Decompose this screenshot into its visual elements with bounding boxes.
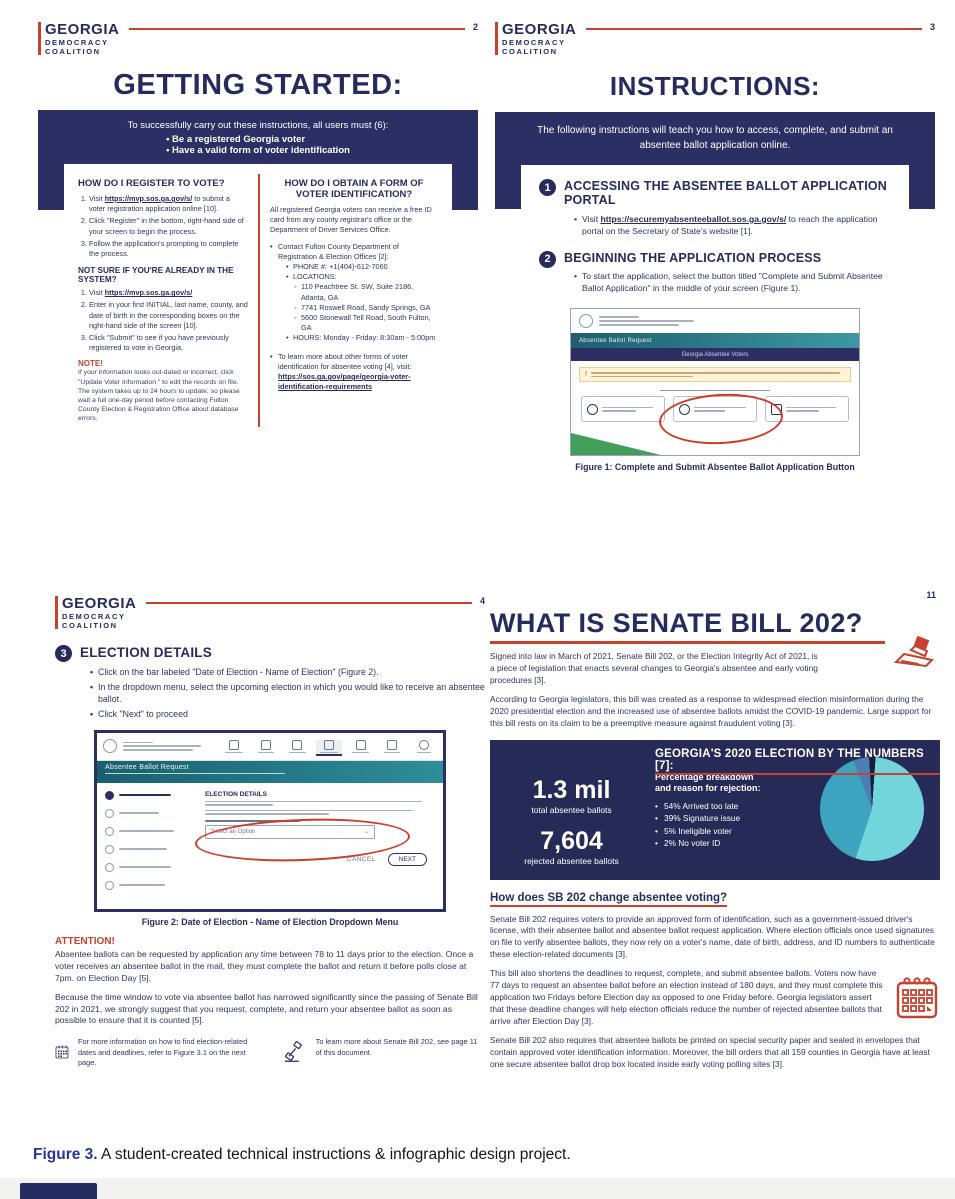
step-3-title: ELECTION DETAILS [80, 645, 212, 660]
gavel-note [283, 1037, 485, 1068]
page3-number: 3 [929, 22, 935, 32]
statbox-heading-wrap [655, 748, 940, 775]
learn-more-item [270, 352, 438, 393]
step-1-number: 1 [539, 179, 556, 196]
locations-label: • LOCATIONS: [286, 272, 438, 282]
page3-title: INSTRUCTIONS: [609, 71, 821, 101]
voter-id-list [270, 242, 438, 393]
attention-paragraph-2: Because the time window to vote via absentee ballot has narrowed significantly since the passing of Senate Bill 202 in 2021, we strongly suggest that you request, complete, and return your absentee ballot as soon as possible to ensure that it is counted [5]. [55, 991, 478, 1026]
sidebar-step [105, 827, 201, 836]
register-column [68, 174, 258, 427]
header-rule [129, 28, 465, 30]
stamp-icon [888, 634, 940, 674]
step-text: to submit a voter registration application online [10]. [89, 194, 230, 214]
radio-icon [105, 827, 114, 836]
page-11-senate-bill-202 [490, 590, 940, 1146]
figure2-caption: Figure 2: Date of Election - Name of Election Dropdown Menu [141, 916, 399, 927]
next-button: NEXT [388, 853, 427, 866]
radio-icon [105, 863, 114, 872]
nav-icon [253, 740, 279, 753]
radio-filled-icon [105, 791, 114, 800]
page2-card [64, 164, 452, 435]
nav-icon [348, 740, 374, 753]
contact-text: Contact Fulton County Department of Registration & Election Offices [2]: [278, 241, 399, 261]
step-1 [539, 179, 891, 241]
figure2-request-title: Absentee Ballot Request [105, 763, 189, 771]
sidebar-step [105, 845, 201, 854]
red-calendar-icon [894, 975, 940, 1021]
warning-text-lines [591, 370, 845, 379]
banner-bullet: • Be a registered Georgia voter [166, 134, 350, 145]
radio-icon [105, 809, 114, 818]
header-rule [146, 602, 472, 604]
page4-number: 4 [479, 596, 485, 606]
figure2-screenshot [94, 730, 446, 912]
next-figure-partial-banner [20, 1183, 97, 1199]
page2-number: 2 [472, 22, 478, 32]
sb202-change-paragraph-1: Senate Bill 202 requires voters to provide an approved form of identification, such as a government-issued driver's license, with their absentee ballot and absentee ballot request application. Where election officials once used signatures on file to verify absentee ballots, they now rely on a voter's name, date of birth, address, and ID numbers to authenticate these election-related documents [3]. [490, 913, 935, 960]
georgia-democracy-coalition-logo [38, 22, 119, 55]
step-text: Visit [89, 288, 105, 298]
figure3-caption-text: A student-created technical instructions & infographic design project. [97, 1146, 571, 1163]
sb202-paragraph-1: Signed into law in March of 2021, Senate Bill 202, or the Election Integrity Act of 2021, is a piece of legislation that enacts several changes to Georgia's absentee and early voting procedures [3]. [490, 651, 818, 685]
figure2-section-heading: ELECTION DETAILS [205, 790, 267, 798]
list-item: 3. Follow the application's prompting to complete the process. [89, 239, 248, 259]
gavel-note-text: To learn more about Senate Bill 202, see page 11 of this document. [315, 1037, 478, 1057]
note-text: If your information looks out-dated or incorrect, click "Update Voter Information " to edit the records on file. The system takes up to 24 hours to update, so please wait a full one-day period before contacting Fulton County Election & Registration Office about database errors. [78, 369, 240, 423]
breakdown-item: • 39% Signature issue [655, 812, 812, 824]
page11-title: WHAT IS SENATE BILL 202? [490, 608, 885, 644]
location-item: ◦ 7741 Roswell Road, Sandy Springs, GA [294, 303, 438, 313]
list-item: 2. Click "Register" in the bottom, right-hand side of your screen to begin the process. [89, 216, 248, 236]
georgia-democracy-coalition-logo [55, 596, 136, 629]
register-heading: HOW DO I REGISTER TO VOTE? [78, 178, 225, 189]
breakdown-item: • 54% Arrived too late [655, 800, 812, 812]
card-text-lines [786, 405, 843, 414]
location-item: ◦ 110 Peachtree St. SW, Suite 2186, Atlanta, GA [294, 282, 438, 302]
page2-header [38, 22, 478, 55]
step-1-title: ACCESSING THE ABSENTEE BALLOT APPLICATION PORTAL [564, 179, 888, 208]
election-numbers-box [490, 740, 940, 880]
logo-line3: COALITION [62, 620, 118, 630]
figure1-site-header [571, 309, 859, 333]
page-2-getting-started [38, 22, 478, 588]
location-item: ◦ 5600 Stonewall Tell Road, South Fulton, GA [294, 313, 438, 333]
locations-list [294, 282, 438, 333]
rejected-ballots-label: rejected absentee ballots [524, 855, 619, 866]
mvp-link[interactable]: https://mvp.sos.ga.gov/s/ [104, 194, 193, 203]
hours-item: • HOURS: Monday - Friday: 8:30am - 5:00pm [286, 333, 438, 343]
warning-icon: ! [585, 371, 587, 379]
calendar-icon [55, 1037, 70, 1067]
attention-label: ATTENTION! [55, 936, 115, 948]
absentee-portal-link[interactable]: https://securemyabsenteeballot.sos.ga.gov/s/ [600, 213, 787, 224]
sidebar-step [105, 809, 201, 818]
step-1-list [574, 213, 891, 237]
total-ballots-value: 1.3 mil [532, 775, 611, 804]
figure2-nav-icons [221, 737, 437, 756]
breakdown-title-line1: Percentage breakdown [655, 771, 754, 782]
learn-more-text: To learn more about other forms of voter identification for absentee voting [4], visit: [278, 351, 412, 371]
sidebar-step [105, 863, 201, 872]
page-3-instructions [495, 22, 935, 588]
mvp-link[interactable]: https://mvp.sos.ga.gov/s/ [104, 288, 193, 298]
green-corner-decoration [571, 433, 661, 455]
check-status-card [581, 396, 665, 422]
breakdown-item: • 5% Ineligible voter [655, 825, 812, 837]
step-3-bullet: • In the dropdown menu, select the upcoming election in which you would like to receive an absentee ballot. [90, 681, 485, 706]
deadline-paragraph-row [490, 961, 940, 1028]
rejected-ballots-value: 7,604 [540, 826, 603, 855]
step-2-title: BEGINNING THE APPLICATION PROCESS [564, 250, 822, 265]
step-1-body [564, 179, 891, 241]
calendar-note-text: For more information on how to find election-related dates and deadlines, refer to Figure 3.1 on the next page. [77, 1037, 248, 1068]
rejection-breakdown [639, 747, 924, 866]
dropdown-value: Select an Option [211, 828, 256, 835]
step-2-body [564, 251, 891, 298]
step-3-number: 3 [55, 645, 72, 662]
statbox-heading: GEORGIA'S 2020 ELECTION BY THE NUMBERS [7]: [655, 748, 940, 775]
figure1-warning-banner [579, 367, 851, 382]
georgia-seal-icon [579, 314, 593, 328]
page-4-election-details [55, 596, 485, 1152]
step-1-bullet [574, 213, 891, 237]
figure1-screenshot [570, 308, 860, 456]
voter-id-heading: HOW DO I OBTAIN A FORM OF VOTER IDENTIFICATION? [284, 178, 424, 200]
sb202-change-paragraph-2: This bill also shortens the deadlines to request, complete, and submit absentee ballots. Voters now have 77 days to request an absentee ballot before an election instead of 180 days, and they must complete this application two Fridays before Election day as opposed to one Friday before. Georgia legislators assert that these deadline changes will help election officials reduce the number of rejected absentee ballots that arrive after Election Day [3]. [490, 968, 883, 1026]
page2-banner-list [166, 134, 350, 156]
georgia-democracy-coalition-logo [495, 22, 576, 55]
hours-list [286, 333, 438, 343]
total-ballots-label: total absentee ballots [531, 804, 612, 815]
figure2-step-sidebar [105, 791, 201, 899]
banner-bullet: • Have a valid form of voter identification [166, 145, 350, 156]
step-3 [55, 645, 485, 724]
logo-line1: GEORGIA [502, 21, 577, 38]
logo-line1: GEORGIA [62, 595, 137, 612]
page11-number: 11 [926, 590, 936, 600]
radio-icon [105, 881, 114, 890]
register-steps [89, 194, 248, 259]
logo-line3: COALITION [502, 46, 558, 56]
step-3-list [90, 666, 485, 721]
step-2-number: 2 [539, 251, 556, 268]
logo-line2: DEMOCRACY [502, 37, 566, 47]
figure1-request-bar: Absentee Ballot Request [571, 333, 859, 348]
note-label: NOTE! [78, 359, 103, 369]
cancel-button: CANCEL [346, 855, 376, 863]
what-would-you-like-line [660, 386, 770, 391]
check-steps [89, 288, 248, 353]
list-item [89, 288, 248, 298]
page2-banner-intro: To successfully carry out these instructions, all users must (6): [127, 120, 389, 131]
breakdown-item: • 2% No voter ID [655, 837, 812, 849]
sb202-paragraph-2: According to Georgia legislators, this bill was created as a response to widespread election misinformation during the 2020 presidential election and the increased use of absentee ballots amidst the COVID-19 pandemic. Large support for this bill rests on its claim to be a preemptive measure against fraudulent voting [3]. [490, 693, 932, 728]
calendar-note [55, 1037, 257, 1068]
figure2-site-header [97, 733, 443, 761]
chevron-down-icon: ⌄ [363, 829, 369, 836]
phone-item: • PHONE #: +1(404)-612-7060 [286, 262, 438, 272]
page11-title-block [490, 608, 940, 644]
logo-line2: DEMOCRACY [62, 611, 126, 621]
figure1-navy-bar: Georgia Absentee Voters [571, 348, 859, 361]
site-brand-lines [599, 314, 719, 328]
stat-totals [504, 752, 639, 866]
nav-icon-search [411, 740, 437, 753]
list-item: 2. Enter in your first INITIAL, last name, county, and date of birth in the corresponding boxes on the right-hand side of the screen [10]. [89, 300, 248, 331]
page3-header [495, 22, 935, 55]
voter-id-column [258, 174, 448, 427]
page3-card [521, 165, 909, 484]
nav-icon [379, 740, 405, 753]
page4-header [55, 596, 485, 629]
georgia-seal-icon [103, 739, 117, 753]
bullet-text: Visit [582, 213, 601, 224]
check-icon [587, 404, 598, 415]
sb202-change-paragraph-3: Senate Bill 202 also requires that absentee ballots be printed on special security paper and sealed in envelopes that contain approved voter identification information. Moreover, the bill orders that all 159 counties in Georgia have at least one secure absentee ballot drop box located inside early voting polling sites [3]. [490, 1034, 930, 1069]
figure2-main-panel [201, 791, 435, 899]
nav-icon [221, 740, 247, 753]
step-3-bullet: • Click "Next" to proceed [90, 708, 485, 720]
sb202-change-heading: How does SB 202 change absentee voting? [490, 892, 727, 907]
breakdown-list [655, 800, 812, 850]
figure1-caption: Figure 1: Complete and Submit Absentee Ballot Application Button [575, 462, 855, 473]
page3-banner-intro: The following instructions will teach you how to access, complete, and submit an absentee ballot application online. [537, 125, 893, 151]
attention-paragraph-1: Absentee ballots can be requested by application any time between 78 to 11 days prior to the election. Once a voter receives an absentee ballot in the mail, they must complete the ballot and return it before polls close at 7pm. on Election Day [5]. [55, 949, 474, 983]
voter-id-intro: All registered Georgia voters can receive a free ID card from any county registrar's office or the Department of Driver Services Office. [270, 205, 432, 235]
breakdown-title-line2: and reason for rejection: [655, 783, 761, 794]
gavel-icon [283, 1037, 308, 1067]
list-item: 3. Click "Submit" to see if you have previously registered to vote in Georgia. [89, 333, 248, 353]
site-brand-lines [123, 740, 213, 753]
header-rule [586, 28, 922, 30]
figure2-body [97, 783, 443, 899]
logo-line2: DEMOCRACY [45, 37, 109, 47]
logo-line1: GEORGIA [45, 21, 120, 38]
figure3-caption [33, 1146, 571, 1164]
page4-footer [55, 1037, 485, 1068]
step-2-list [574, 270, 891, 294]
bottom-strip [0, 1178, 955, 1199]
radio-icon [105, 845, 114, 854]
voter-id-requirements-link[interactable]: https://sos.ga.gov/page/georgia-voter-identification-requirements [278, 372, 411, 392]
figure2-request-bar [97, 761, 443, 783]
figure3-caption-label: Figure 3. [33, 1146, 98, 1163]
contact-sublist [286, 262, 438, 282]
nav-icon [284, 740, 310, 753]
sidebar-step-election-details [105, 791, 201, 800]
h2-wrap [490, 880, 940, 907]
step-text: Visit [89, 194, 105, 203]
list-item [89, 194, 248, 214]
step-3-bullet: • Click on the bar labeled "Date of Election - Name of Election" (Figure 2). [90, 666, 485, 678]
sidebar-step [105, 881, 201, 890]
already-in-system-heading: NOT SURE IF YOU'RE ALREADY IN THE SYSTEM? [78, 266, 234, 285]
step-3-body [80, 645, 485, 724]
step-2 [539, 251, 891, 298]
logo-line3: COALITION [45, 46, 101, 56]
page2-title: GETTING STARTED: [113, 69, 403, 101]
bullet-text: to reach the application portal on the Secretary of State's website [1]. [582, 213, 878, 236]
contact-item [270, 242, 438, 344]
step-2-bullet: • To start the application, select the button titled "Complete and Submit Absentee Ballot Application" in the middle of your screen (Figure 1). [574, 270, 891, 294]
card-text-lines [602, 405, 659, 414]
nav-icon-elections-selected [316, 740, 342, 756]
